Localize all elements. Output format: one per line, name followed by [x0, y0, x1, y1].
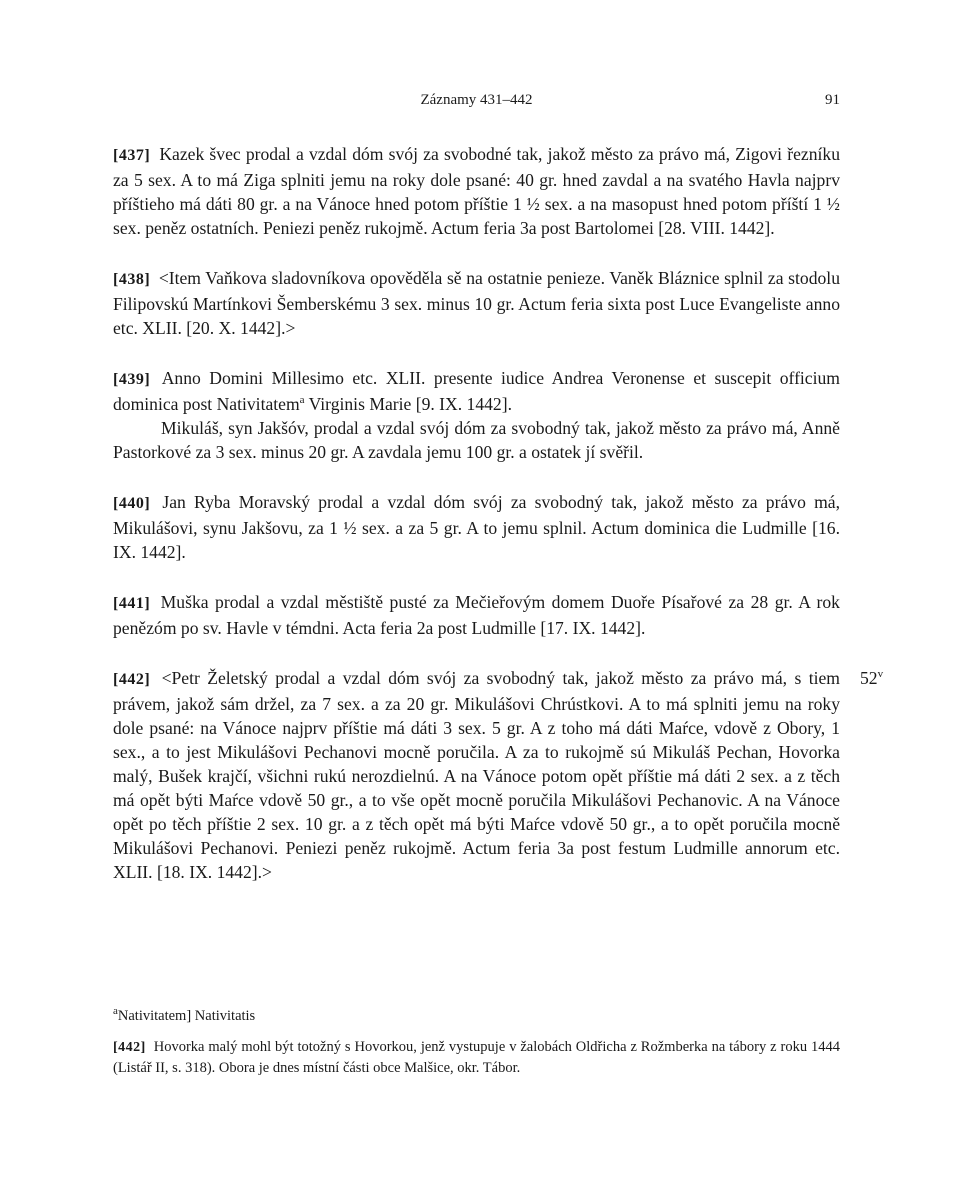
page-header — [113, 92, 840, 114]
entry-438 — [113, 266, 840, 340]
page-number: 91 — [825, 92, 840, 108]
commentary-note — [113, 1037, 840, 1078]
notes-section — [113, 1005, 840, 1078]
entry-number: [442] — [113, 671, 151, 688]
entry-paragraph: Mikuláš, syn Jakšóv, prodal a vzdal svój dóm za svobodný tak, jakož město za právo má, Anně Pastorkové za 3 sex. minus 20 gr. A zavdala jemu 100 gr. a ostatek jí svěřil. — [113, 418, 840, 462]
entry-text: Jan Ryba Moravský prodal a vzdal dóm svój za svobodný tak, jakož město za právo má, Mikulášovi, synu Jakšovu, za 1 ½ sex. a za 5 gr. A to jemu splnil. Actum dominica die Ludmille [16. IX. 1442]. — [113, 492, 840, 562]
entry-text: Anno Domini Millesimo etc. XLII. presente iudice Andrea Veronense et suscepit officium dominica post Nativitatem — [113, 368, 840, 414]
footnote-mark: a — [113, 1005, 118, 1018]
entry-440 — [113, 490, 840, 564]
entry-text-continued: Virginis Marie [9. IX. 1442]. — [304, 394, 512, 414]
entry-number: [439] — [113, 371, 151, 388]
entry-442 — [113, 666, 884, 884]
entry-437 — [113, 142, 840, 240]
commentary-text: Hovorka malý mohl být totožný s Hovorkou, jenž vystupuje v žalobách Oldřicha z Rožmberka na tábory z roku 1444 (Listář II, s. 318). Obora je dnes místní části obce Malšice, okr. Tábor. — [113, 1039, 840, 1076]
document-body — [113, 142, 884, 910]
footnote-text: Nativitatem] Nativitatis — [117, 1008, 256, 1024]
folio-marker: 52$^v$ — [860, 668, 884, 688]
entry-number: [438] — [113, 271, 151, 288]
entry-number: [440] — [113, 495, 151, 512]
entry-439 — [113, 366, 840, 464]
entry-number: [441] — [113, 595, 151, 612]
footnote-mark: a — [299, 394, 305, 407]
entry-number: [442] — [113, 1040, 146, 1055]
entry-text: <Petr Želetský prodal a vzdal dóm svój za svobodný tak, jakož město za právo má, s tiem právem, jakož sám držel, za 7 sex. a za 20 gr. Mikulášovi Chrústkovi. A to má splniti jemu na roky dole psané: na Vánoce najprv příštie má dáti 3 sex. 5 gr. A z toho má dáti Maŕce, vdově z Obory, 1 sex., a to jest Mikulášovi Pechanovi mocně poručila. A za to rukojmě sú Mikuláš Pechan, Hovorka malý, Bušek krajčí, všichni rukú nerozdielnú. A na Vánoce potom opět příštie má dáti 2 sex. a z těch má opět býti Maŕce vdově 50 gr., a to vše opět mocně poručila Mikulášovi Pechanovic. A na Vánoce opět po těch příštie 2 sex. 10 gr. a z těch opět má býti Maŕce vdově 50 gr., a to opět poručila mocně Mikulášovi Pechanovi. Peniezi peněz rukojmě. Actum feria 3a post festum Ludmille annorum etc. XLII. [18. IX. 1442].> — [113, 668, 840, 882]
entry-441 — [113, 590, 840, 640]
entry-text: <Item Vaňkova sladovníkova opověděla sě na ostatnie penieze. Vaněk Bláznice splnil za stodolu Filipovskú Martínkovi Šemberskému 3 sex. minus 10 gr. Actum feria sixta post Luce Evangeliste anno etc. XLII. [20. X. 1442].> — [113, 268, 840, 338]
footnote — [113, 1005, 840, 1025]
entry-text: Kazek švec prodal a vzdal dóm svój za svobodné tak, jakož město za právo má, Zigovi řezníku za 5 sex. A to má Ziga splniti jemu na roky dole psané: 40 gr. hned zavdal a na svatého Havla najprv příštieho má dáti 80 gr. a na Vánoce hned potom příštie 1 ½ sex. a na masopust hned potom příští 1 ½ sex. peněz ostatních. Peniezi peněz rukojmě. Actum feria 3a post Bartolomei [28. VIII. 1442]. — [113, 144, 840, 238]
entry-number: [437] — [113, 147, 151, 164]
entry-text: Muška prodal a vzdal městiště pusté za Mečieřovým domem Duoře Písařové za 28 gr. A rok penězóm po sv. Havle v témdni. Acta feria 2a post Ludmille [17. IX. 1442]. — [113, 592, 840, 638]
running-title: Záznamy 431–442 — [420, 92, 533, 108]
